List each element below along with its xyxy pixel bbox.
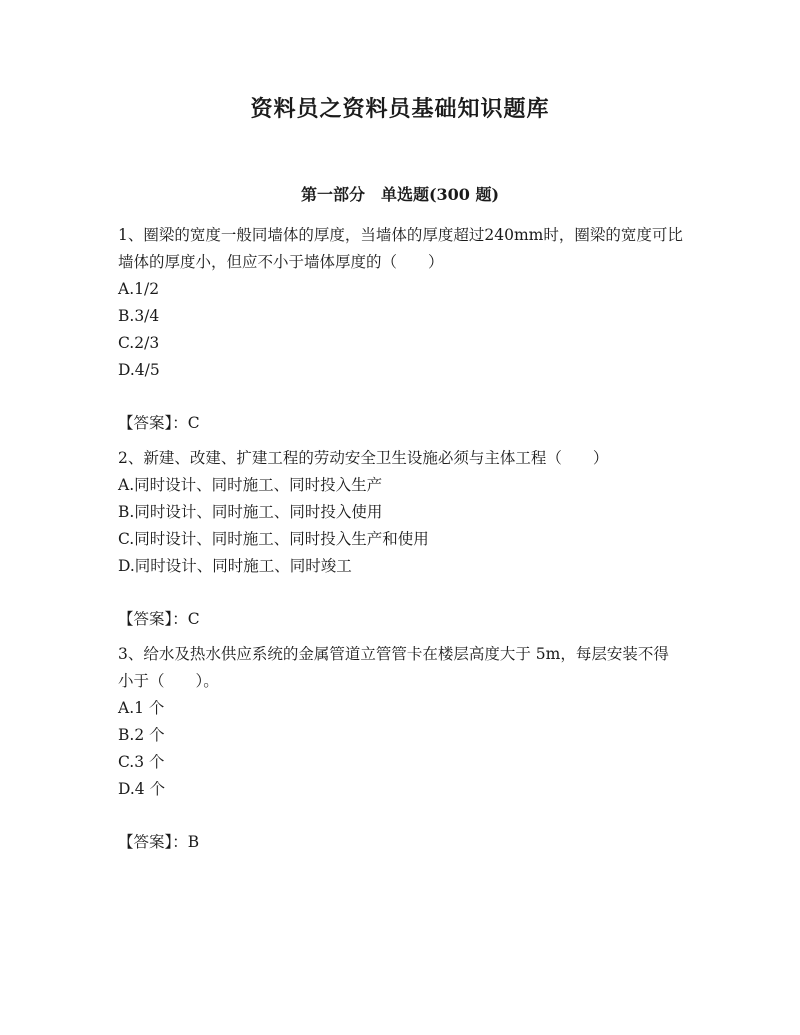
option-b: B.同时设计、同时施工、同时投入使用	[118, 503, 383, 521]
option-c: C.2/3	[118, 334, 160, 352]
option-d: D.4/5	[118, 361, 160, 379]
option-a: A.同时设计、同时施工、同时投入生产	[118, 476, 383, 494]
question-stem: 2、新建、改建、扩建工程的劳动安全卫生设施必须与主体工程（ ）	[118, 449, 609, 467]
option-c: C.同时设计、同时施工、同时投入生产和使用	[118, 530, 429, 548]
question-stem: 3、给水及热水供应系统的金属管道立管管卡在楼层高度大于 5m，每层安装不得小于（ ）。	[118, 645, 669, 690]
option-a: A.1/2	[118, 280, 160, 298]
question-3	[118, 641, 684, 856]
answer: 【答案】：C	[118, 610, 200, 628]
question-stem: 1、圈梁的宽度一般同墙体的厚度，当墙体的厚度超过240mm时，圈梁的宽度可比墙体的厚度小，但应不小于墙体厚度的（ ）	[118, 226, 683, 271]
option-b: B.3/4	[118, 307, 160, 325]
answer: 【答案】：C	[118, 414, 200, 432]
question-list	[118, 222, 684, 856]
document-title: 资料员之资料员基础知识题库	[250, 96, 550, 122]
question-2	[118, 445, 684, 633]
question-1	[118, 222, 684, 437]
option-d: D.同时设计、同时施工、同时竣工	[118, 557, 352, 575]
option-b: B.2 个	[118, 726, 165, 744]
answer: 【答案】：B	[118, 833, 200, 851]
option-a: A.1 个	[118, 699, 165, 717]
section-title: 第一部分 单选题(300 题)	[300, 185, 500, 204]
option-c: C.3 个	[118, 753, 165, 771]
option-d: D.4 个	[118, 780, 166, 798]
